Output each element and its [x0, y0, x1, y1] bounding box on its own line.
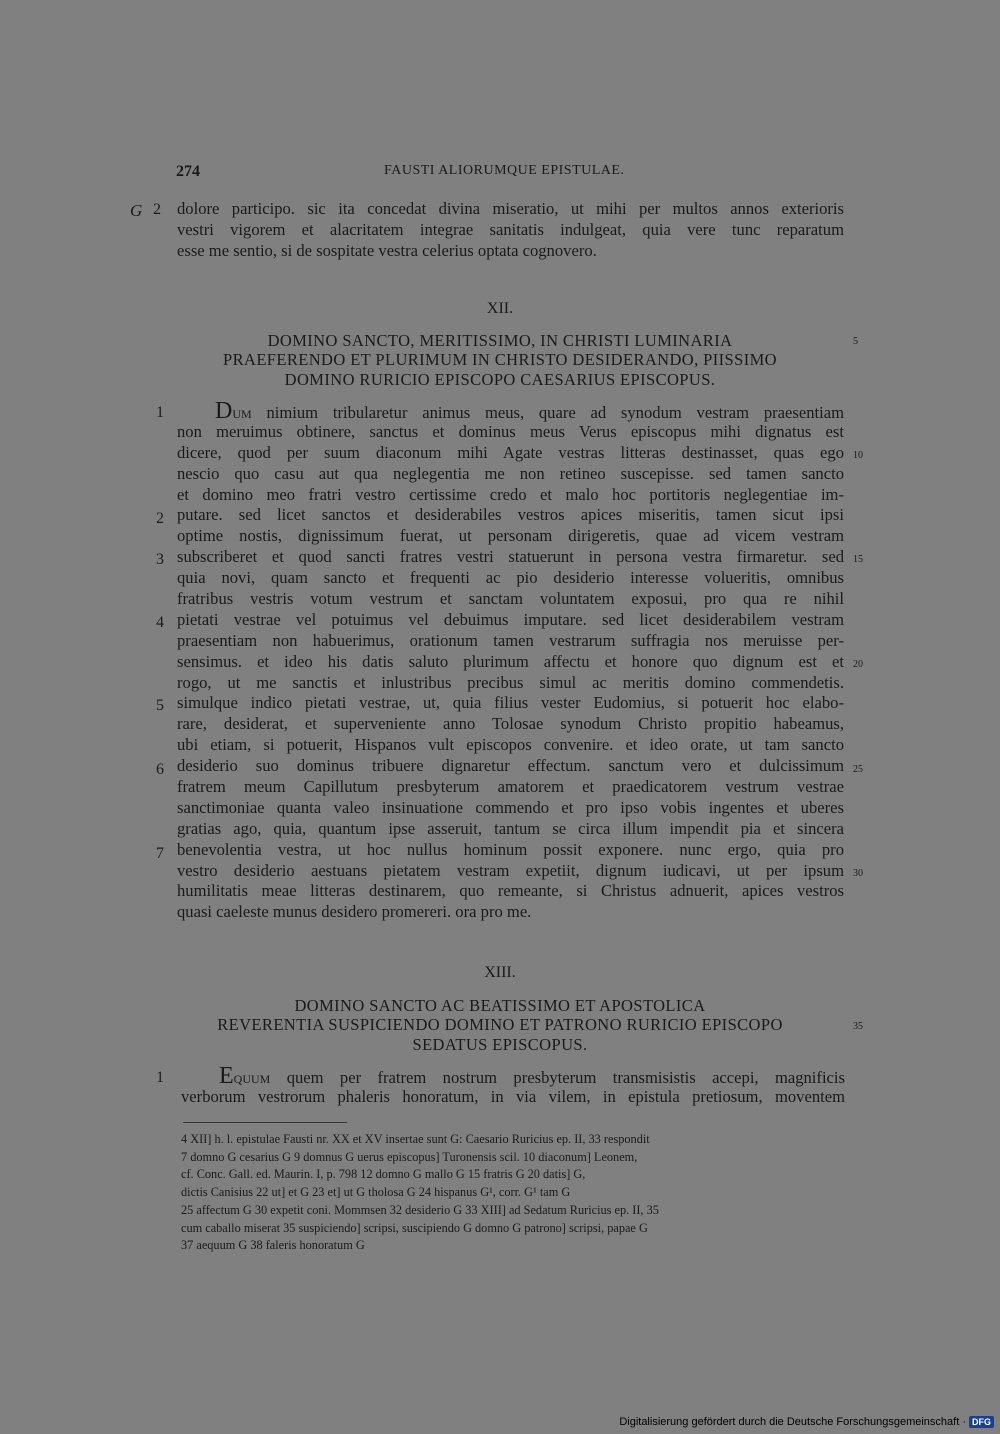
line-number: 20 — [853, 659, 863, 670]
text-line: rare, desiderat, et superveniente anno Tolosae synodum Christo propitio habeamus, — [177, 714, 844, 734]
apparatus-line: dictis Canisius 22 ut] et G 23 et] ut G tholosa G 24 hispanus G¹, corr. G¹ tam G — [181, 1185, 571, 1200]
heading-line: DOMINO SANCTO AC BEATISSIMO ET APOSTOLICA — [294, 996, 706, 1015]
heading-line: REVERENTIA SUSPICIENDO DOMINO ET PATRONO RURICIO EPISCOPO — [217, 1015, 783, 1035]
text-line: ubi etiam, si potuerit, Hispanos vult episcopos convenire. et ideo orate, ut tam sancto — [177, 735, 844, 755]
text-line: DUM nimium tribularetur animus meus, quare ad synodum vestram praesentiam — [177, 401, 844, 422]
letter-heading — [0, 996, 1000, 1054]
line-number: 35 — [853, 1021, 863, 1032]
text-line: fratribus vestris votum vestrum et sanctam voluntatem exposui, pro qua re nihil — [177, 589, 844, 609]
text-line: et domino meo fratri vestro certissime credo et malo hoc portitoris neglegentiae im- — [177, 484, 844, 504]
letter-body — [181, 1066, 845, 1108]
text-line: simulque indico pietati vestrae, ut, quia filius vester Eudomius, si potuerit hoc elabo- — [177, 693, 844, 713]
apparatus-line: cum caballo miserat 35 suspiciendo] scripsi, suscipiendo G domno G patrono] scripsi, papae G — [181, 1220, 648, 1235]
apparatus-line: 25 affectum G 30 expetit coni. Mommsen 32 desiderio G 33 XIII] ad Sedatum Ruricius ep. II, 35 — [181, 1202, 659, 1217]
text-line: gratias ago, quia, quantum ipse asseruit, tantum se circa illum impendit pia et sincera — [177, 818, 844, 838]
heading-line: DOMINO SANCTO, MERITISSIMO, IN CHRISTI LUMINARIA — [267, 331, 733, 350]
paragraph-number: 1 — [156, 404, 164, 421]
apparatus-line: 4 XII] h. l. epistulae Fausti nr. XX et XV insertae sunt G: Caesario Ruricius ep. II, 33 respondit — [181, 1132, 650, 1146]
funding-text: Digitalisierung gefördert durch die Deutsche Forschungsgemeinschaft · — [619, 1416, 966, 1428]
funding-footer — [619, 1416, 994, 1428]
letter-numeral: XIII. — [484, 964, 516, 981]
text-line: vestri vigorem et alacritatem integrae sanitatis indulgeat, quia vere tunc reparatum — [177, 219, 844, 239]
text-line: sanctimoniae quanta valeo insinuatione commendo et pro ipso vobis ingentes et uberes — [177, 797, 844, 817]
letter-numeral: XII. — [486, 300, 514, 317]
text-line: vestro desiderio aestuans pietatem vestram expetiit, dignum iudicavi, ut per ipsum — [177, 860, 844, 880]
text-line: quia novi, quam sancto et frequenti ac pio desiderio interesse volueritis, omnibus — [177, 568, 844, 588]
text-line: esse me sentio, si de sospitate vestra celerius optata cognovero. — [177, 240, 597, 260]
text-line: non meruimus obtinere, sanctus et dominus meus Verus episcopus mihi dignatus est — [177, 421, 844, 441]
heading-line: PRAEFERENDO ET PLURIMUM IN CHRISTO DESIDERANDO, PIISSIMO — [223, 350, 777, 370]
text-line: verborum vestrorum phaleris honoratum, in via vilem, in epistula pretiosum, moventem — [181, 1086, 845, 1106]
text-line: EQUUM quem per fratrem nostrum presbyterum transmisistis accepi, magnificis — [181, 1066, 845, 1087]
critical-apparatus — [181, 1131, 847, 1255]
paragraph-number: 2 — [156, 510, 164, 527]
text-line: optime nostis, dignissimum fuerat, ut personam dirigeretis, quae ad vicem vestram — [177, 526, 844, 546]
text-line: dicere, quod per suum diaconum mihi Agate vestras litteras destinasset, quas ego — [177, 442, 844, 462]
footnote-rule — [183, 1122, 347, 1123]
paragraph-number: 4 — [156, 614, 164, 631]
text-line: sensimus. et ideo his datis saluto plurimum affectu et honore quo dignum est et — [177, 651, 844, 671]
text-line: rogo, ut me sanctis et inlustribus precibus simul ac meritis domino commendetis. — [177, 672, 844, 692]
text-line: subscriberet et quod sancti fratres vestri statuerunt in persona vestra firmaretur. sed — [177, 547, 844, 567]
heading-line: SEDATUS EPISCOPUS. — [412, 1034, 588, 1054]
drop-capital: D — [215, 401, 233, 422]
intro-paragraph — [177, 199, 844, 262]
apparatus-line: 37 aequum G 38 faleris honoratum G — [181, 1238, 365, 1253]
letter-heading — [0, 331, 1000, 389]
text-line: putare. sed licet sanctos et desiderabiles vestros apices miseritis, tamen sicut ipsi — [177, 505, 844, 525]
text-line: praesentiam non habuerimus, orationum tamen vestrarum suffragia nos meruisse per- — [177, 630, 844, 650]
text-line: fratrem meum Capillutum presbyterum amatorem et praedicatorem vestrum vestrae — [177, 777, 844, 797]
text-line: quasi caeleste munus desidero promereri. ora pro me. — [177, 902, 532, 922]
paragraph-number: 3 — [156, 551, 164, 568]
paragraph-number: 2 — [153, 201, 161, 218]
heading-line: DOMINO RURICIO EPISCOPO CAESARIUS EPISCOPUS. — [284, 369, 716, 389]
paragraph-number: 5 — [156, 697, 164, 714]
letter-body — [177, 401, 844, 923]
line-number: 30 — [853, 868, 863, 879]
text-line: humilitatis meae litteras destinarem, quo remeante, si Christus adnuerit, apices vestros — [177, 881, 844, 901]
small-caps: QUUM — [233, 1072, 271, 1086]
paragraph-number: 6 — [156, 761, 164, 778]
drop-capital: E — [219, 1066, 234, 1087]
line-number: 10 — [853, 450, 863, 461]
apparatus-line: 7 domno G cesarius G 9 domnus G uerus episcopus] Turonensis scil. 10 diaconum] Leonem, — [181, 1149, 638, 1164]
text-line: desiderio suo dominus tribuere dignaretur effectum. sanctum vero et dulcissimum — [177, 756, 844, 776]
dfg-logo: DFG — [969, 1416, 994, 1428]
text-line: nescio quo casu aut qua neglegentia me non retineo suscepisse. sed tamen sancto — [177, 463, 844, 483]
paragraph-number: 7 — [156, 845, 164, 862]
text-line: pietati vestrae vel potuimus vel debuimus imputare. sed licet desiderabilem vestram — [177, 609, 844, 629]
running-title: FAUSTI ALIORUMQUE EPISTULAE. — [384, 163, 625, 178]
apparatus-line: cf. Conc. Gall. ed. Maurin. I, p. 798 12 domno G mallo G 15 fratris G 20 datis] G, — [181, 1167, 586, 1182]
paragraph-number: 1 — [156, 1069, 164, 1086]
text-line: dolore participo. sic ita concedat divina miseratio, ut mihi per multos annos exterioris — [177, 199, 844, 218]
line-number: 15 — [853, 554, 863, 565]
line-number: 25 — [853, 764, 863, 775]
manuscript-siglum: G — [130, 201, 143, 220]
page-number: 274 — [176, 163, 200, 180]
small-caps: UM — [232, 407, 252, 421]
line-number: 5 — [853, 336, 858, 347]
text-line: benevolentia vestra, ut hoc nullus hominum possit exponere. nunc ergo, quia pro — [177, 839, 844, 859]
